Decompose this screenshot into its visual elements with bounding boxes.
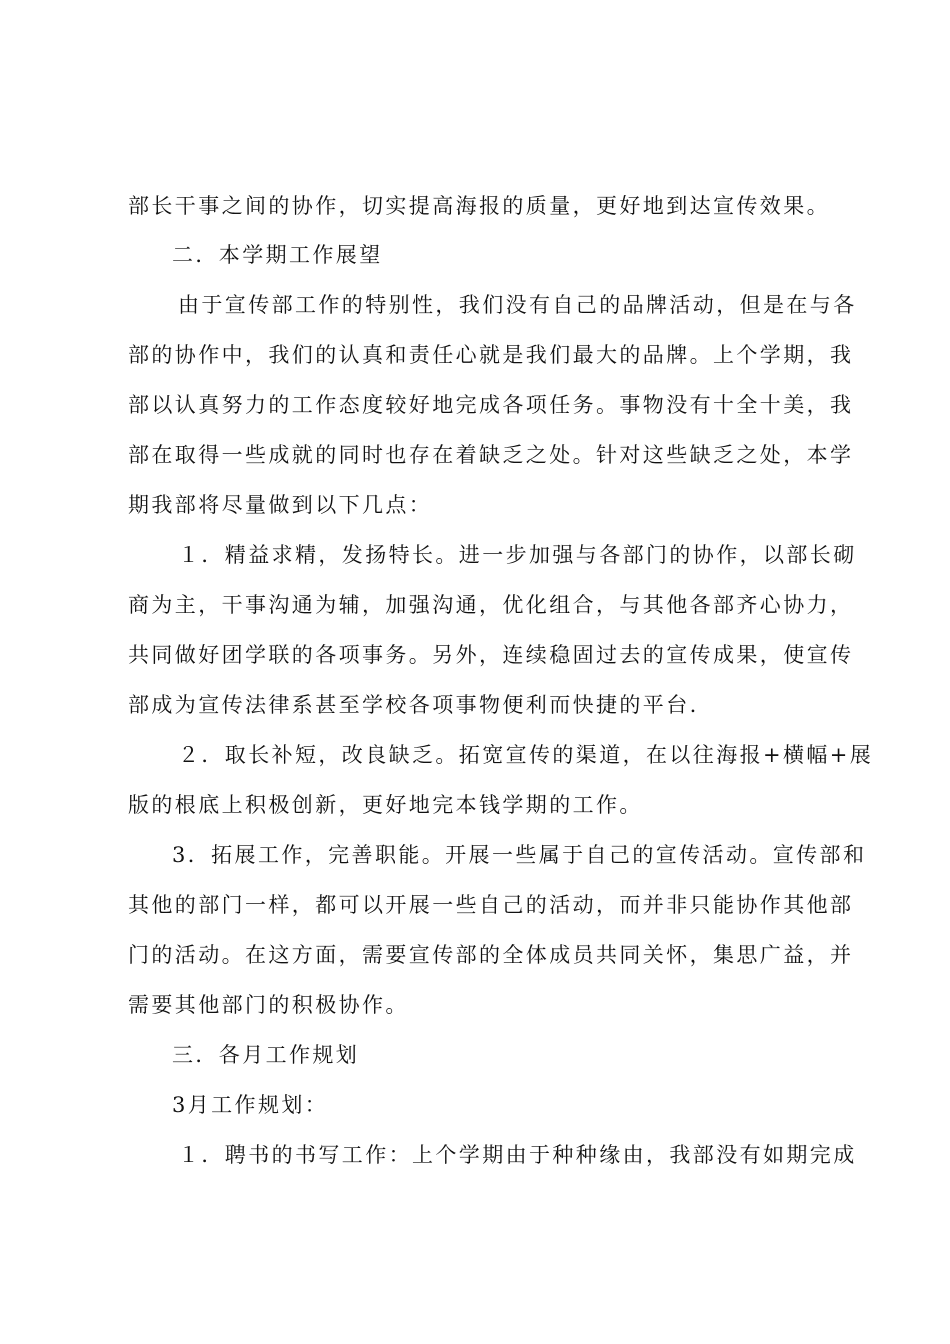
text-line-15: 其他的部门一样，都可以开展一些自己的活动，而并非只能协作其他部 — [128, 893, 854, 917]
text-line-4: 部的协作中，我们的认真和责任心就是我们最大的品牌。上个学期，我 — [128, 343, 854, 367]
text-line-1: 部长干事之间的协作，切实提高海报的质量，更好地到达宣传效果。 — [128, 194, 830, 218]
text-line-11: 部成为宣传法律系甚至学校各项事物便利而快捷的平台. — [128, 693, 699, 717]
text-line-13: 版的根底上积极创新，更好地完本钱学期的工作。 — [128, 793, 643, 817]
text-line-10: 共同做好团学联的各项事务。另外，连续稳固过去的宣传成果，使宣传 — [128, 643, 854, 667]
text-line-17: 需要其他部门的积极协作。 — [128, 993, 409, 1017]
text-line-12: ２．取长补短，改良缺乏。拓宽宣传的渠道，在以往海报+横幅+展 — [178, 743, 874, 767]
text-line-9: 商为主，干事沟通为辅，加强沟通，优化组合，与其他各部齐心协力， — [128, 593, 854, 617]
heading-section-2: 二．本学期工作展望 — [172, 243, 383, 267]
subheading-march: 3月工作规划： — [172, 1093, 329, 1117]
text-line-20: １．聘书的书写工作：上个学期由于种种缘由，我部没有如期完成 — [178, 1143, 857, 1167]
text-line-7: 期我部将尽量做到以下几点： — [128, 493, 433, 517]
text-line-6: 部在取得一些成就的同时也存在着缺乏之处。针对这些缺乏之处，本学 — [128, 443, 854, 467]
text-line-16: 门的活动。在这方面，需要宣传部的全体成员共同关怀，集思广益，并 — [128, 943, 854, 967]
text-line-14: 3．拓展工作，完善职能。开展一些属于自己的宣传活动。宣传部和 — [172, 843, 867, 867]
text-line-8: １．精益求精，发扬特长。进一步加强与各部门的协作，以部长砌 — [178, 543, 857, 567]
text-line-5: 部以认真努力的工作态度较好地完成各项任务。事物没有十全十美，我 — [128, 393, 854, 417]
text-line-3: 由于宣传部工作的特别性，我们没有自己的品牌活动，但是在与各 — [178, 293, 857, 317]
heading-section-3: 三．各月工作规划 — [172, 1043, 360, 1067]
